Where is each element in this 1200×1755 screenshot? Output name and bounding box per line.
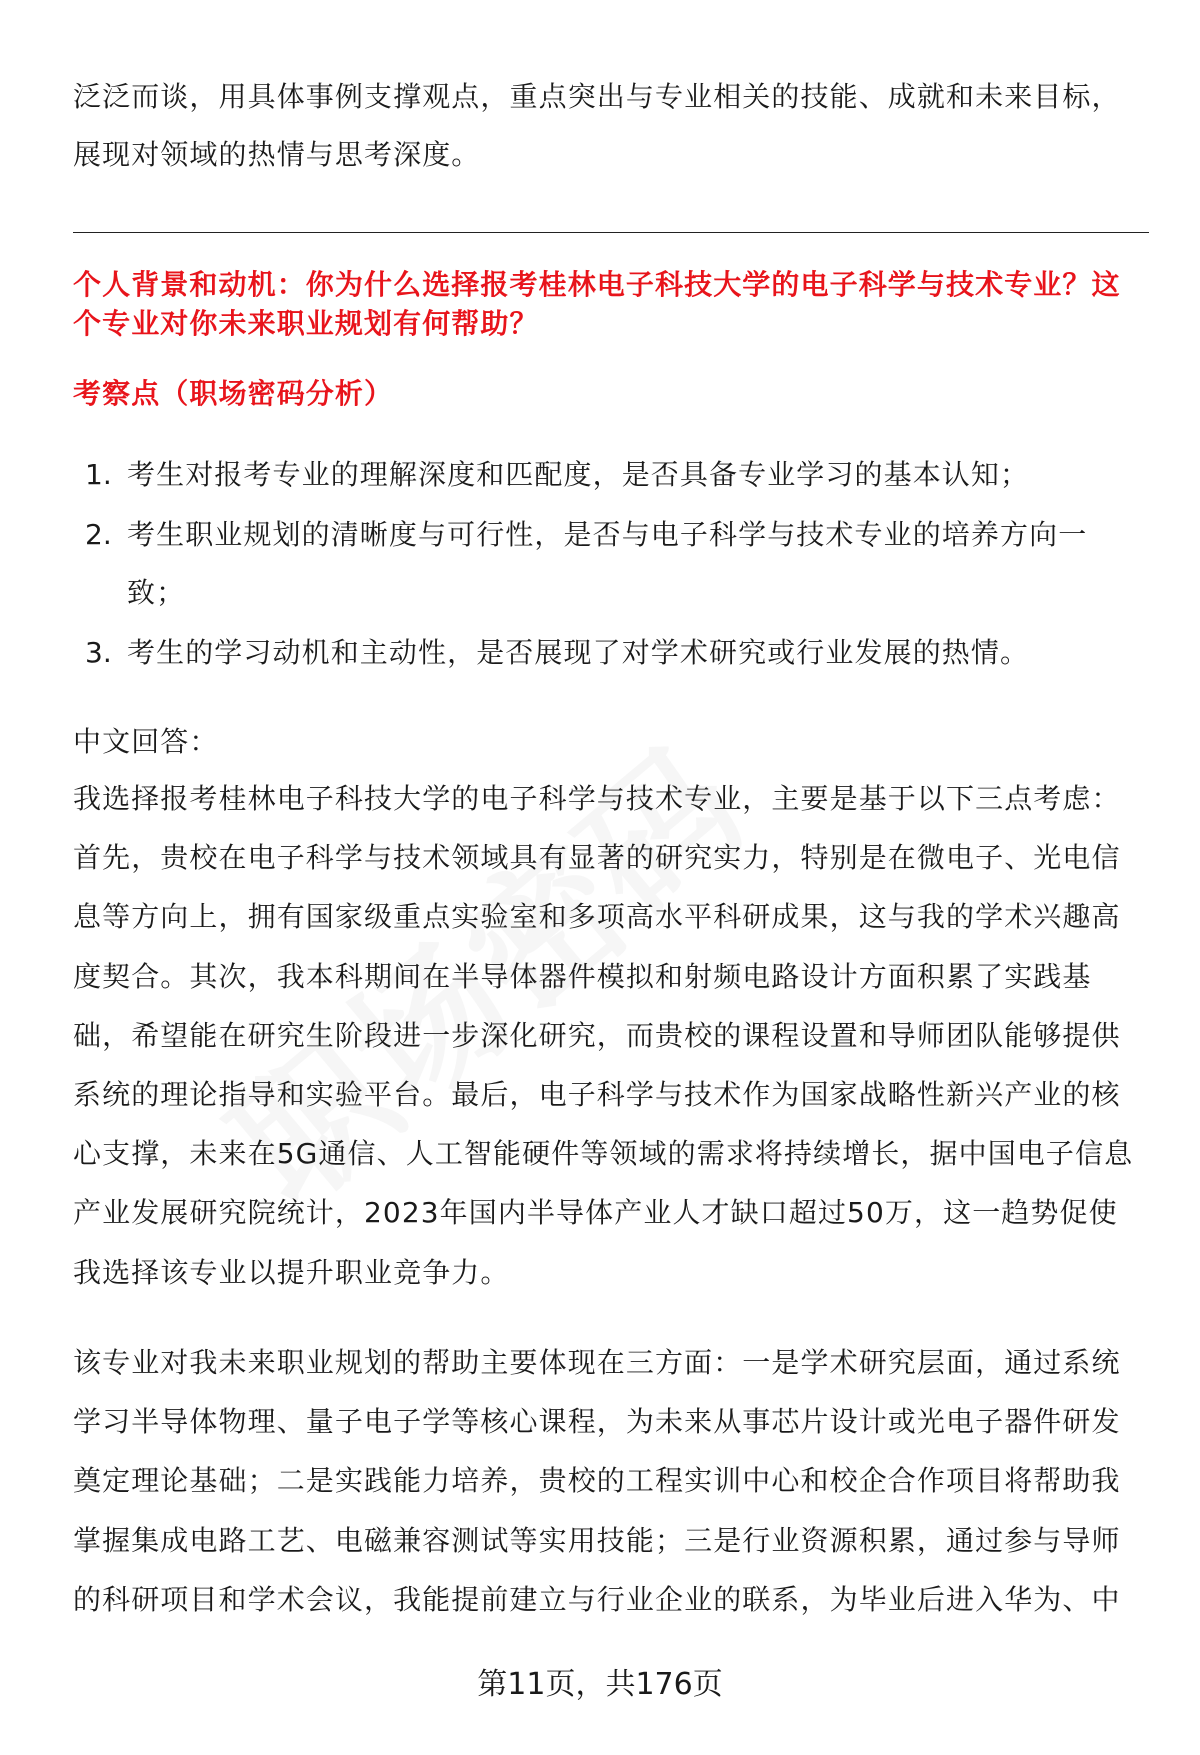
paragraph-line: 该专业对我未来职业规划的帮助主要体现在三方面：一是学术研究层面，通过系统 (73, 1346, 1121, 1379)
point-number: 3. (85, 636, 112, 669)
point-number: 2. (85, 518, 112, 551)
paragraph-line: 系统的理论指导和实验平台。最后，电子科学与技术作为国家战略性新兴产业的核 (73, 1078, 1121, 1111)
paragraph-line: 学习半导体物理、量子电子学等核心课程，为未来从事芯片设计或光电子器件研发 (73, 1405, 1121, 1439)
section-title: 考察点（职场密码分析） (73, 377, 394, 410)
page-footer: 第11页，共176页 (477, 1667, 723, 1702)
point-text: 考生的学习动机和主动性，是否展现了对学术研究或行业发展的热情。 (127, 636, 1030, 669)
paragraph-line: 产业发展研究院统计，2023年国内半导体产业人才缺口超过50万，这一趋势促使 (73, 1196, 1118, 1230)
paragraph-line: 心支撑，未来在5G通信、人工智能硬件等领域的需求将持续增长，据中国电子信息 (73, 1137, 1134, 1171)
intro-line: 展现对领域的热情与思考深度。 (73, 138, 481, 171)
paragraph-line: 的科研项目和学术会议，我能提前建立与行业企业的联系，为毕业后进入华为、中 (73, 1582, 1121, 1616)
divider (73, 232, 1149, 233)
point-text: 致； (127, 576, 186, 609)
point-text: 考生对报考专业的理解深度和匹配度，是否具备专业学习的基本认知； (127, 458, 1030, 491)
question-heading: 个人背景和动机：你为什么选择报考桂林电子科技大学的电子科学与技术专业？这 (73, 268, 1121, 301)
answer-label: 中文回答： (73, 725, 219, 758)
paragraph-line: 首先，贵校在电子科学与技术领域具有显著的研究实力，特别是在微电子、光电信 (73, 841, 1121, 875)
paragraph-line: 奠定理论基础；二是实践能力培养，贵校的工程实训中心和校企合作项目将帮助我 (73, 1464, 1121, 1498)
intro-line: 泛泛而谈，用具体事例支撑观点，重点突出与专业相关的技能、成就和未来目标， (73, 80, 1121, 113)
paragraph-line: 础，希望能在研究生阶段进一步深化研究，而贵校的课程设置和导师团队能够提供 (73, 1018, 1121, 1052)
paragraph-line: 息等方向上，拥有国家级重点实验室和多项高水平科研成果，这与我的学术兴趣高 (73, 900, 1121, 934)
paragraph-line: 度契合。其次，我本科期间在半导体器件模拟和射频电路设计方面积累了实践基 (73, 959, 1092, 993)
point-number: 1. (85, 458, 112, 491)
paragraph-line: 掌握集成电路工艺、电磁兼容测试等实用技能；三是行业资源积累，通过参与导师 (73, 1523, 1121, 1557)
point-text: 考生职业规划的清晰度与可行性，是否与电子科学与技术专业的培养方向一 (127, 518, 1088, 551)
paragraph-line: 我选择该专业以提升职业竞争力。 (73, 1255, 510, 1289)
paragraph-line: 我选择报考桂林电子科技大学的电子科学与技术专业，主要是基于以下三点考虑： (73, 782, 1121, 815)
question-heading: 个专业对你未来职业规划有何帮助？ (73, 307, 539, 340)
